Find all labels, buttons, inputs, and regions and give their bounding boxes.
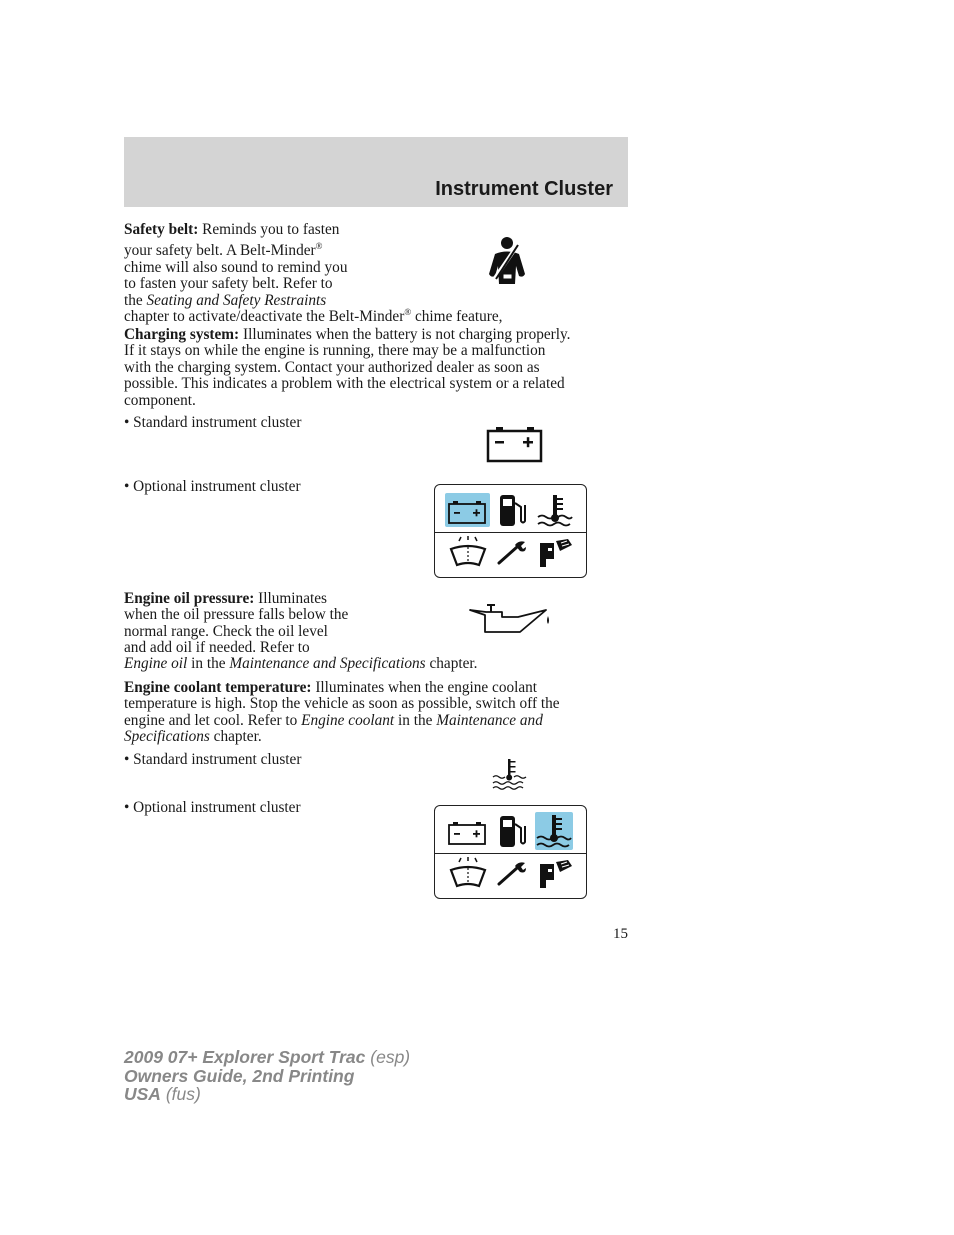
oil-pressure-paragraph-end: Engine oil in the Maintenance and Specifications chapter. [124, 655, 478, 672]
coolant-cell-highlighted [535, 812, 573, 850]
battery-icon [445, 814, 490, 848]
page-number: 15 [613, 926, 628, 942]
charging-system-label: Charging system: [124, 326, 240, 343]
coolant-temp-label: Engine coolant temperature: [124, 679, 312, 696]
wrench-icon [495, 860, 529, 888]
charging-optional-bullet: • Optional instrument cluster [124, 478, 301, 495]
wrench-icon [495, 539, 529, 567]
door-ajar-icon [536, 537, 576, 571]
fuel-pump-icon [496, 814, 530, 850]
door-ajar-icon [536, 858, 576, 892]
document-footer: 2009 07+ Explorer Sport Trac (esp) Owners Guide, 2nd Printing USA (fus) [124, 1047, 411, 1104]
safety-belt-paragraph: Safety belt: Reminds you to fasten your safety belt. A Belt-Minder® chime will also sound to remind you to fasten your safety belt. Refer to the Seating and Safety Restraints [124, 221, 348, 309]
oil-can-icon [468, 600, 554, 636]
coolant-standard-bullet: • Standard instrument cluster [124, 751, 302, 768]
panel-divider [435, 532, 586, 533]
safety-belt-paragraph-end: chapter to activate/deactivate the Belt-Minder® chime feature, [124, 307, 503, 326]
coolant-temp-icon [536, 493, 574, 529]
coolant-temp-paragraph: Engine coolant temperature: Illuminates when the engine coolant temperature is high. Stop the vehicle as soon as possible, switch off the engine and let cool. Refer to Engine coolant in the Maintenance and Specifications chapter. [124, 679, 560, 746]
washer-fluid-icon [447, 856, 489, 892]
optional-cluster-panel-charging [434, 484, 587, 578]
coolant-temp-icon [491, 758, 529, 790]
oil-pressure-label: Engine oil pressure: [124, 590, 255, 607]
oil-pressure-paragraph: Engine oil pressure: Illuminates when the oil pressure falls below the normal range. Check the oil level and add oil if needed. Refer to [124, 590, 349, 657]
battery-icon [486, 425, 544, 463]
fuel-pump-icon [496, 493, 530, 529]
charging-standard-bullet: • Standard instrument cluster [124, 414, 302, 431]
optional-cluster-panel-coolant [434, 805, 587, 899]
section-title: Instrument Cluster [435, 178, 613, 200]
section-header-bar [124, 137, 628, 207]
safety-belt-label: Safety belt: [124, 221, 199, 238]
battery-cell-highlighted [445, 493, 490, 527]
charging-system-paragraph: Charging system: Illuminates when the battery is not charging properly. If it stays on while the engine is running, there may be a malfunction with the charging system. Contact your authorized dealer as soon as possible. This indicates a problem with the electrical system or a related component. [124, 326, 571, 409]
seatbelt-icon [481, 234, 531, 290]
washer-fluid-icon [447, 535, 489, 571]
battery-icon [445, 493, 490, 527]
coolant-temp-icon [535, 812, 573, 850]
panel-divider [435, 853, 586, 854]
coolant-optional-bullet: • Optional instrument cluster [124, 799, 301, 816]
